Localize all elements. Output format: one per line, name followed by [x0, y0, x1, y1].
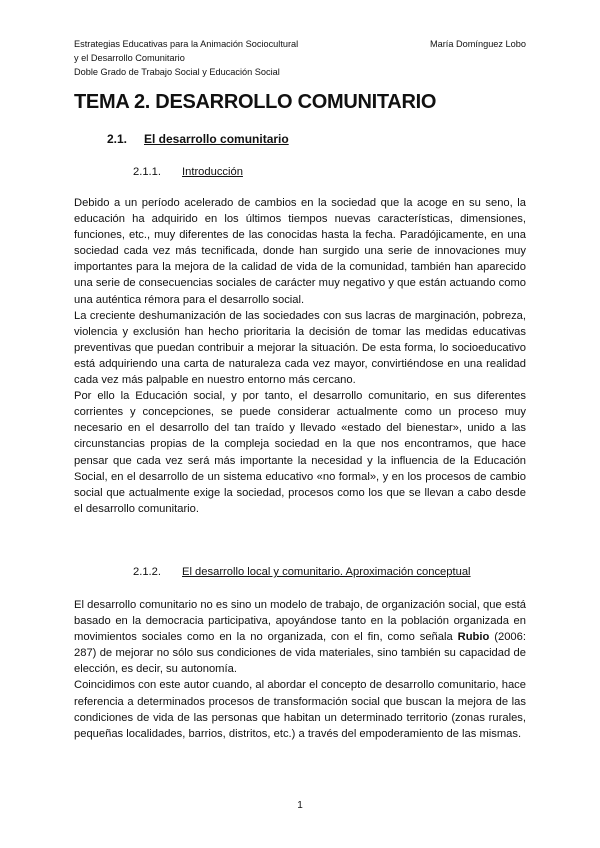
section-heading	[107, 131, 289, 147]
section-number: 2.1.	[107, 132, 128, 146]
page-header	[74, 37, 526, 79]
header-course-line-3: Doble Grado de Trabajo Social y Educación Social	[74, 67, 280, 77]
intro-paragraph-1: Debido a un período acelerado de cambios en la sociedad que la acoge en su seno, la educación ha adquirido en los últimos tiempos nuevas características, dimensiones, funciones, etc., muy diferentes de las conocidas hasta la fecha. Paradójicamente, en una sociedad cada vez más tecnificada, donde han surgido una serie de innovaciones muy importantes para la mejora de la calidad de vida de la comunidad, también han aparecido una serie de consecuencias sociales de carácter muy negativo y que están actuando como una auténtica rémora para el desarrollo social.	[74, 197, 526, 306]
concept-paragraph-2: Coincidimos con este autor cuando, al abordar el concepto de desarrollo comunitario, hace referencia a determinados procesos de transformación social que buscan la mejora de las condiciones de vida de las personas que habitan un determinado territorio (zonas rurales, pequeñas localidades, barrios, distritos, etc.) a través del empoderamiento de las mismas.	[74, 679, 526, 740]
header-course-line-2: y el Desarrollo Comunitario	[74, 53, 185, 63]
intro-paragraph-2: La creciente deshumanización de las sociedades con sus lacras de marginación, pobreza, violencia y exclusión han hecho prioritaria la decisión de tomar las medidas educativas preventivas que puedan contribuir a mejorar la situación. De esta forma, lo socioeducativo está adquiriendo una carta de naturaleza cada vez mayor, convirtiéndose en una realidad cada vez más palpable en nuestro entorno más cercano.	[74, 309, 526, 387]
concept-body	[74, 597, 526, 742]
cited-author: Rubio	[457, 631, 490, 644]
header-course-line-1: Estrategias Educativas para la Animación Sociocultural	[74, 39, 299, 49]
page-title: TEMA 2. DESARROLLO COMUNITARIO	[74, 91, 437, 113]
subsection-number-2: 2.1.2.	[133, 566, 161, 578]
section-title: El desarrollo comunitario	[144, 132, 289, 146]
subsection-title-1: Introducción	[182, 166, 243, 178]
concept-paragraph-1-start: El desarrollo comunitario no es sino un modelo de trabajo, de organización social, que está basado en la democracia participativa, apoyándose tanto en la población organizada en movimientos sociales como en la no organizada, con el fin, como señala	[74, 599, 526, 644]
subsection-heading-1	[133, 164, 243, 180]
intro-paragraph-3: Por ello la Educación social, y por tanto, el desarrollo comunitario, en sus diferentes corrientes y concepciones, se puede considerar actualmente como un proceso muy necesario en el desarrollo del tan traído y llevado «estado del bienestar», unido a las circunstancias propias de la compleja sociedad en la que nos encontramos, que hace pensar que cada vez será más importante la necesidad y la influencia de la Educación Social, en el desarrollo de un sistema educativo «no formal», y en los procesos de cambio social que actualmente exige la sociedad, procesos como los que se llevan a cabo desde el desarrollo comunitario.	[74, 390, 526, 515]
subsection-number-1: 2.1.1.	[133, 166, 161, 178]
subsection-heading-2	[133, 564, 471, 580]
intro-body	[74, 195, 526, 517]
concept-paragraph-1	[74, 597, 526, 677]
header-author: María Domínguez Lobo	[429, 39, 526, 49]
subsection-title-2: El desarrollo local y comunitario. Aproximación conceptual	[182, 566, 471, 578]
concept-paragraph-1-end: (2006: 287) de mejorar no sólo sus condiciones de vida materiales, sino también su capacidad de elección, es decir, su autonomía.	[74, 631, 526, 676]
page-number: 1	[297, 800, 303, 811]
